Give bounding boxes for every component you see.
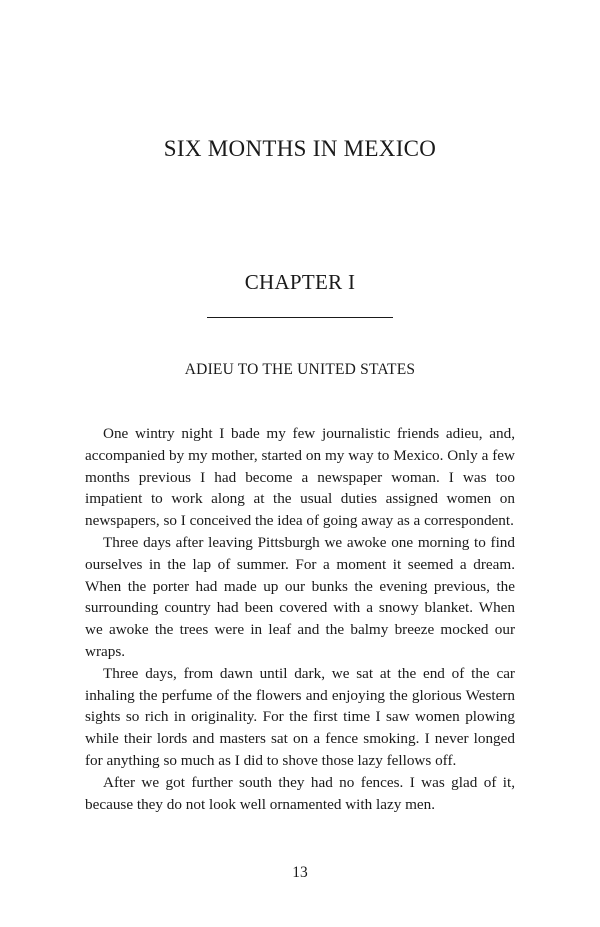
paragraph: Three days, from dawn until dark, we sat at the end of the car inhaling the perfume of the flowers and enjoying the glorious Western sights so rich in originality. For the first time I saw women plowing while their lords and masters sat on a fence smoking. I never longed for anything so much as I did to shove those lazy fellows off. — [85, 664, 515, 769]
chapter-subtitle: ADIEU TO THE UNITED STATES — [184, 361, 416, 378]
book-title: SIX MONTHS IN MEXICO — [163, 136, 437, 161]
page-number: 13 — [292, 864, 308, 881]
paragraph: One wintry night I bade my few journalistic friends adieu, and, accompanied by my mother, started on my way to Mexico. Only a few months previous I had become a newspaper woman. I was too impatient to work along at the usual duties assigned women on newspapers, so I conceived the idea of going away as a correspondent. — [85, 425, 515, 530]
chapter-rule — [207, 317, 393, 318]
body-text — [85, 423, 515, 815]
paragraph: After we got further south they had no fences. I was glad of it, because they do not look well ornamented with lazy men. — [85, 773, 515, 813]
chapter-title: CHAPTER I — [244, 270, 356, 294]
paragraph: Three days after leaving Pittsburgh we awoke one morning to find ourselves in the lap of summer. For a moment it seemed a dream. When the porter had made up our bunks the evening previous, the surrounding country had been covered with a snowy blanket. When we awoke the trees were in leaf and the balmy breeze mocked our wraps. — [85, 533, 515, 660]
